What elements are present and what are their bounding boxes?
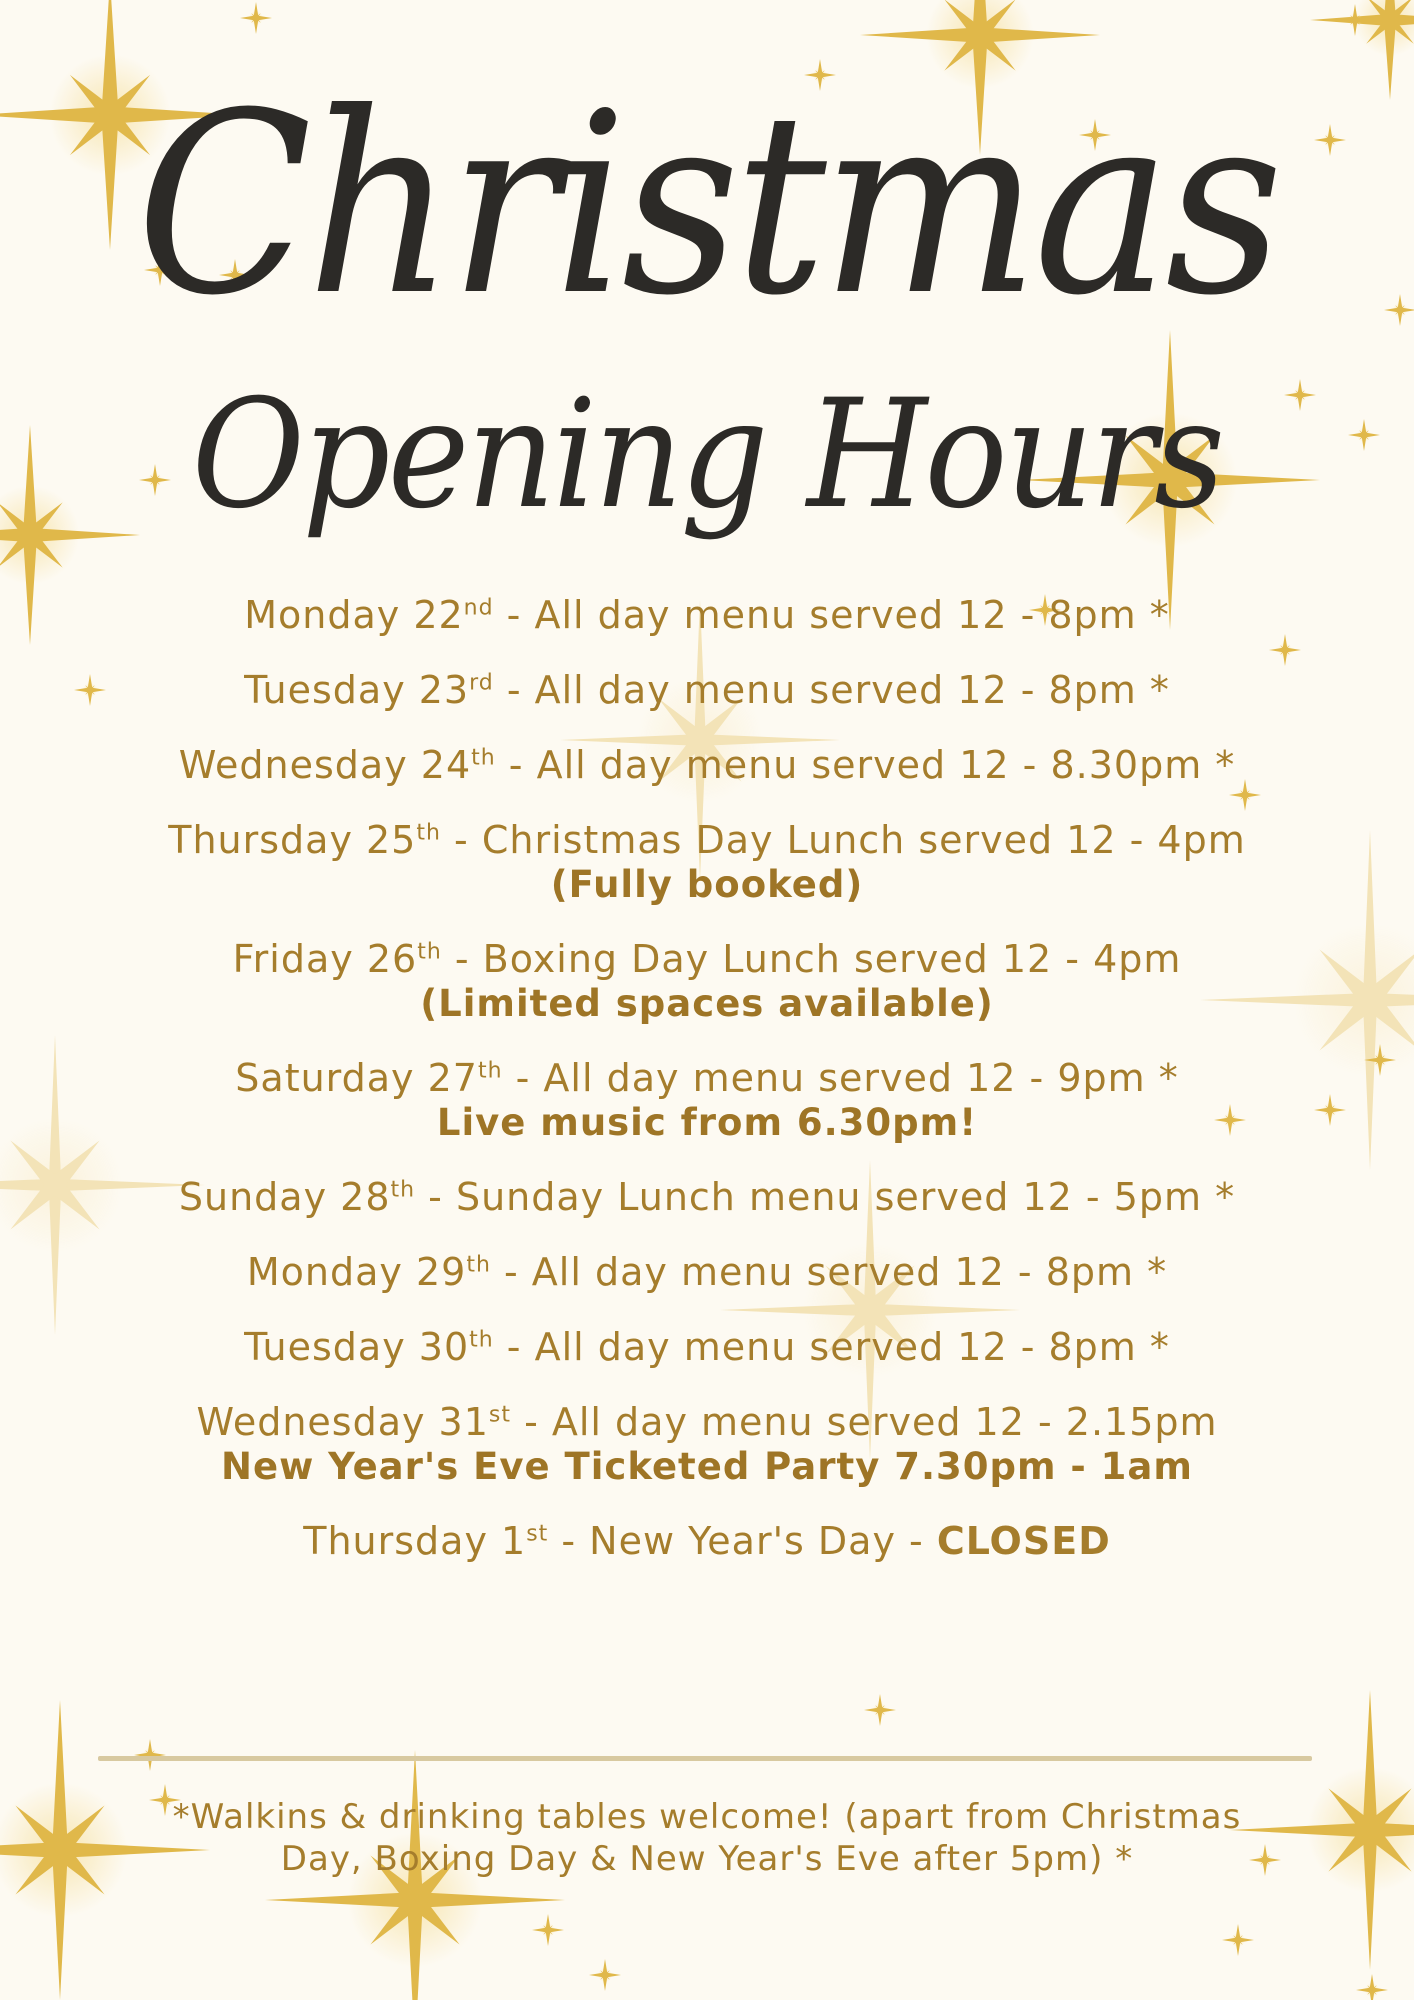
schedule-line: Thursday 25th - Christmas Day Lunch served 12 - 4pm <box>168 818 1246 862</box>
schedule-note: (Limited spaces available) <box>420 982 994 1025</box>
schedule-line: Sunday 28th - Sunday Lunch menu served 12 - 5pm * <box>178 1175 1236 1219</box>
schedule-note: Live music from 6.30pm! <box>436 1101 978 1144</box>
schedule-entry <box>80 1055 1334 1145</box>
star-icon <box>1222 1924 1254 1956</box>
footnote <box>100 1796 1314 1880</box>
schedule-entry <box>80 1324 1334 1370</box>
schedule-line: Monday 29th - All day menu served 12 - 8pm * <box>246 1250 1168 1294</box>
footnote-line: *Walkins & drinking tables welcome! (apart from Christmas <box>172 1797 1242 1837</box>
footnote-line: Day, Boxing Day & New Year's Eve after 5pm) * <box>280 1839 1134 1879</box>
schedule-entry <box>80 817 1334 907</box>
schedule-note: (Fully booked) <box>550 863 864 906</box>
schedule-line: Wednesday 31st - All day menu served 12 - 2.15pm <box>196 1400 1218 1444</box>
schedule-entry <box>80 1399 1334 1489</box>
schedule-line: Wednesday 24th - All day menu served 12 - 8.30pm * <box>178 743 1236 787</box>
star-icon <box>532 1914 564 1946</box>
schedule-line: Tuesday 30th - All day menu served 12 - 8pm * <box>244 1325 1170 1369</box>
schedule-list <box>80 592 1334 1593</box>
schedule-entry <box>80 667 1334 713</box>
schedule-entry <box>80 742 1334 788</box>
schedule-line: Saturday 27th - All day menu served 12 - 9pm * <box>235 1056 1179 1100</box>
schedule-entry <box>80 592 1334 638</box>
star-icon <box>1356 1974 1388 2000</box>
title-block <box>0 40 1414 600</box>
star-icon <box>134 1739 166 1771</box>
schedule-entry <box>80 1249 1334 1295</box>
closed-label: CLOSED <box>936 1519 1111 1563</box>
title-christmas: Christmas <box>136 59 1278 350</box>
star-icon <box>240 2 272 34</box>
star-icon <box>589 1959 621 1991</box>
schedule-line: Monday 22nd - All day menu served 12 - 8pm * <box>244 593 1170 637</box>
schedule-entry <box>80 1174 1334 1220</box>
divider <box>98 1756 1312 1761</box>
schedule-line: Friday 26th - Boxing Day Lunch served 12 - 4pm <box>232 937 1182 981</box>
schedule-line: Thursday 1st - New Year's Day - CLOSED <box>303 1519 1111 1563</box>
schedule-entry <box>80 936 1334 1026</box>
star-icon <box>864 1694 896 1726</box>
schedule-entry-closed <box>80 1518 1334 1564</box>
schedule-line: Tuesday 23rd - All day menu served 12 - 8pm * <box>244 668 1170 712</box>
schedule-note: New Year's Eve Ticketed Party 7.30pm - 1am <box>221 1445 1193 1488</box>
title-opening-hours: Opening Hours <box>191 368 1223 542</box>
